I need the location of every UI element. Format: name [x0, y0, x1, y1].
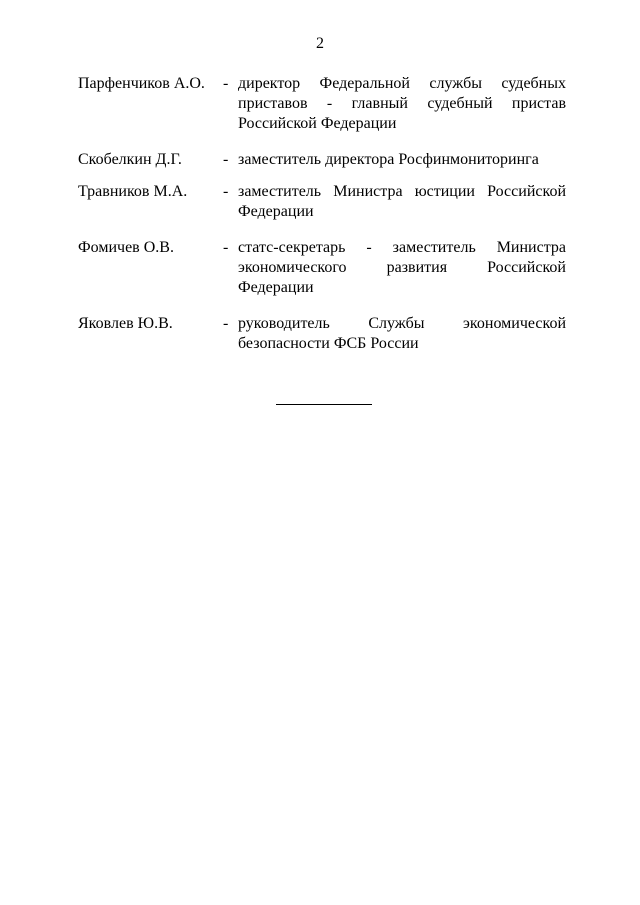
member-title: заместитель Министра юстиции Российской Федерации	[238, 183, 566, 220]
closing-divider	[276, 404, 372, 405]
member-name: Парфенчиков А.О.	[78, 75, 205, 92]
member-dash: -	[223, 151, 229, 168]
member-dash: -	[223, 75, 229, 92]
member-title: руководитель Службы экономической безопасности ФСБ России	[238, 315, 566, 352]
member-row	[78, 74, 566, 134]
member-name: Травников М.А.	[78, 183, 188, 200]
member-row	[78, 314, 566, 354]
member-name: Яковлев Ю.В.	[78, 315, 173, 332]
member-dash: -	[223, 239, 229, 256]
member-title: заместитель директора Росфинмониторинга	[238, 151, 539, 168]
member-row	[78, 182, 566, 222]
members-list	[78, 74, 566, 370]
member-dash: -	[223, 183, 229, 200]
member-dash: -	[223, 315, 229, 332]
member-row	[78, 150, 566, 170]
member-name: Скобелкин Д.Г.	[78, 151, 182, 168]
member-title: директор Федеральной службы судебных приставов - главный судебный пристав Российской Федерации	[238, 75, 566, 132]
member-name: Фомичев О.В.	[78, 239, 174, 256]
page-number: 2	[316, 35, 324, 52]
member-row	[78, 238, 566, 298]
member-title: статс-секретарь - заместитель Министра экономического развития Российской Федерации	[238, 239, 566, 296]
